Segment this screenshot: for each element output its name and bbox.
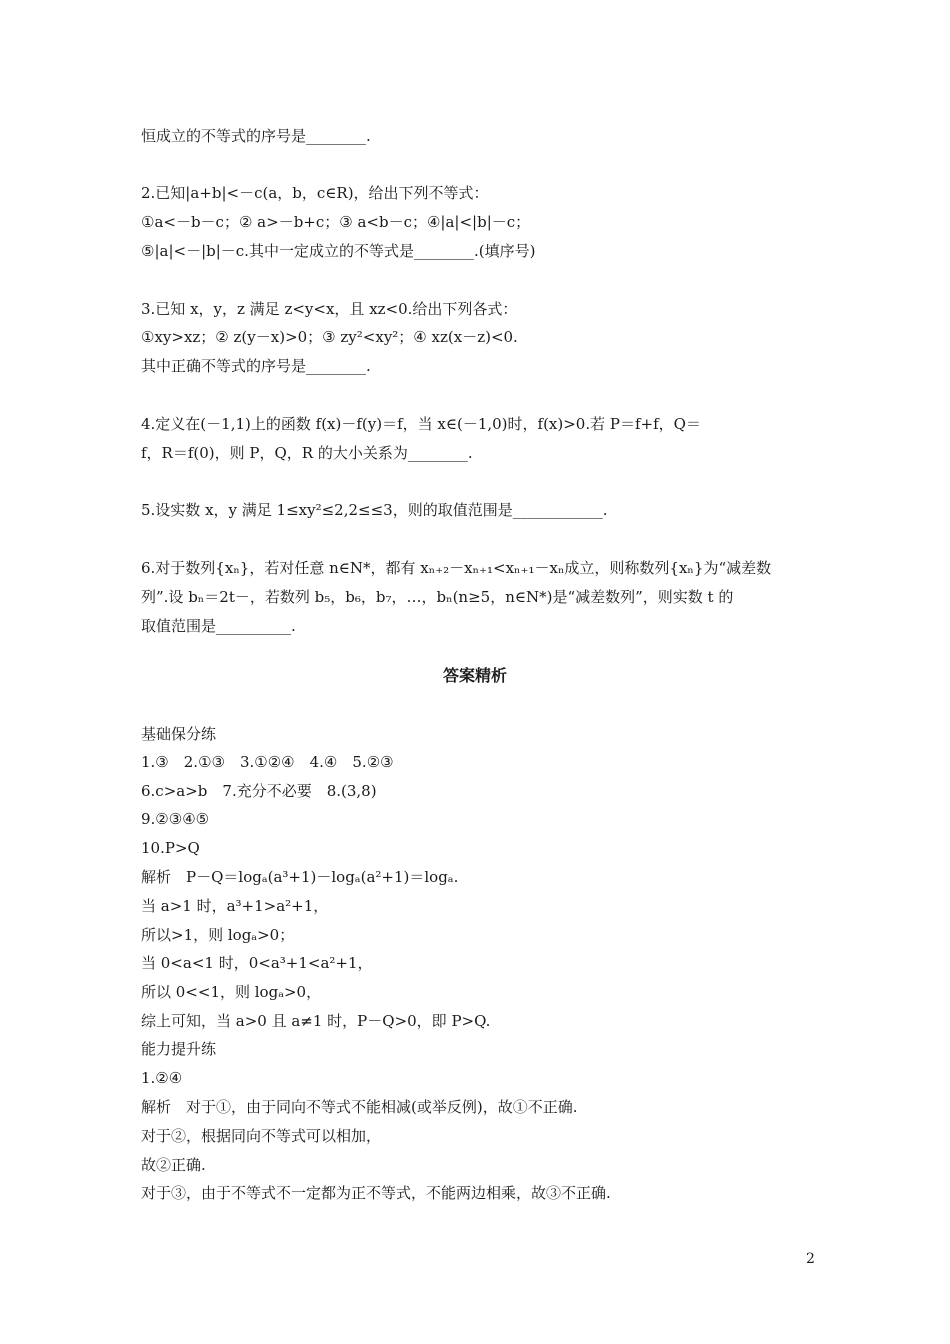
answer-line: 综上可知，当 a>0 且 a≠1 时，P－Q>0，即 P>Q. [141, 1012, 491, 1030]
problem-2-line-1: 2.已知|a+b|<－c(a，b，c∈R)，给出下列不等式： [141, 184, 489, 202]
problem-2-line-2: ①a<－b－c；② a>－b+c；③ a<b－c；④|a|<|b|－c； [141, 213, 531, 231]
answer-line: 解析 对于①，由于同向不等式不能相减(或举反例)，故①不正确. [141, 1098, 578, 1116]
answer-line: 当 0<a<1 时，0<a³+1<a²+1， [141, 954, 373, 972]
answers-title: 答案精析 [442, 666, 507, 685]
problem-4-line-1: 4.定义在(－1,1)上的函数 f(x)－f(y)＝f，当 x∈(－1,0)时，f(x)>0.若 P＝f+f，Q＝ [141, 415, 701, 433]
problem-6-line-2: 列”.设 bₙ＝2t－，若数列 b₅，b₆，b₇，…，bₙ(n≥5，n∈N*)是“减差数列”，则实数 t 的 [141, 588, 734, 606]
answer-line: 1.②④ [141, 1069, 183, 1087]
answer-line: 故②正确. [141, 1156, 206, 1174]
answer-line: 对于③，由于不等式不一定都为正不等式，不能两边相乘，故③不正确. [141, 1184, 611, 1202]
answer-line: 10.P>Q [141, 839, 200, 857]
problem-6-line-1: 6.对于数列{xₙ}，若对任意 n∈N*，都有 xₙ₊₂－xₙ₊₁<xₙ₊₁－xₙ成立，则称数列{xₙ}为“减差数 [141, 559, 772, 577]
answer-line: 所以 0<<1，则 logₐ>0， [141, 983, 322, 1001]
problem-5-line-1: 5.设实数 x，y 满足 1≤xy²≤2,2≤≤3，则的取值范围是____________. [141, 501, 608, 519]
problem-3-line-3: 其中正确不等式的序号是________. [141, 357, 371, 375]
problem-3-line-2: ①xy>xz；② z(y－x)>0；③ zy²<xy²；④ xz(x－z)<0. [141, 328, 518, 346]
page-number: 2 [806, 1251, 815, 1267]
answer-line: 1.③ 2.①③ 3.①②④ 4.④ 5.②③ [141, 753, 394, 771]
answer-line: 能力提升练 [141, 1040, 217, 1058]
answer-line: 基础保分练 [141, 725, 217, 743]
problem-3-line-1: 3.已知 x，y，z 满足 z<y<x，且 xz<0.给出下列各式： [141, 300, 518, 318]
problem-4-line-2: f，R＝f(0)，则 P，Q，R 的大小关系为________. [141, 444, 473, 462]
answer-line: 解析 P－Q＝logₐ(a³+1)－logₐ(a²+1)＝logₐ. [141, 868, 459, 886]
problem-6-line-3: 取值范围是__________. [141, 617, 296, 635]
answer-line: 当 a>1 时，a³+1>a²+1， [141, 897, 329, 915]
answer-line: 所以>1，则 logₐ>0； [141, 926, 295, 944]
answer-line: 对于②，根据同向不等式可以相加， [141, 1127, 382, 1145]
answer-line: 6.c>a>b 7.充分不必要 8.(3,8) [141, 782, 377, 800]
problem-line: 恒成立的不等式的序号是________. [141, 127, 371, 145]
problem-2-line-3: ⑤|a|<－|b|－c.其中一定成立的不等式是________.(填序号) [141, 242, 536, 260]
answer-line: 9.②③④⑤ [141, 810, 210, 828]
